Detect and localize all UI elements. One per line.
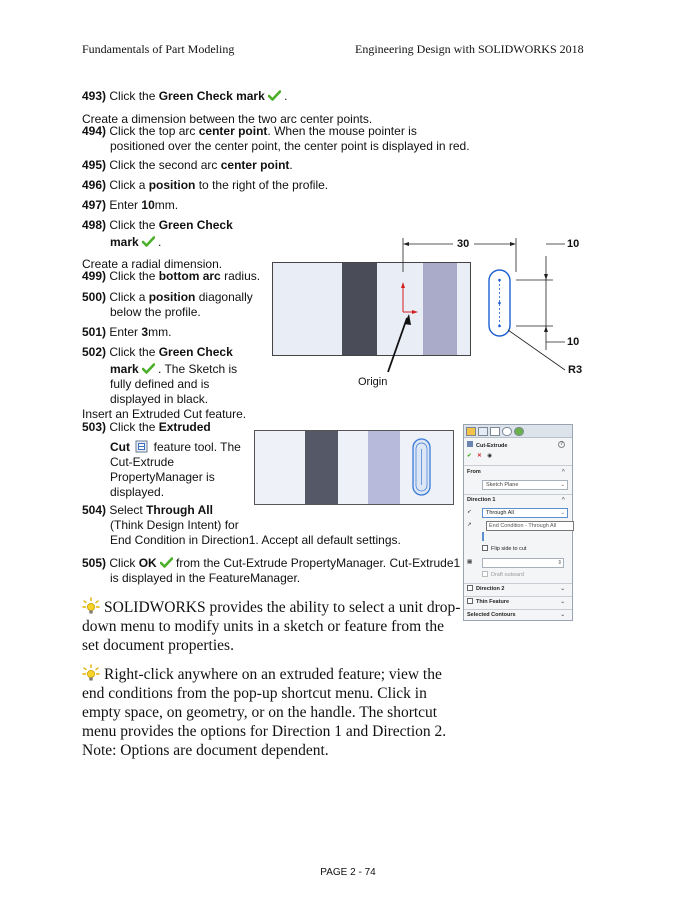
lightbulb-icon (82, 597, 100, 615)
running-header-right: Engineering Design with SOLIDWORKS 2018 (355, 42, 584, 56)
step-498: 498) Click the Green Check mark . (82, 218, 233, 249)
extruded-cut-icon (135, 440, 148, 453)
step-496: 496) Click a position to the right of the profile. (82, 178, 329, 192)
display-manager-tab[interactable] (514, 427, 524, 436)
property-manager-tab[interactable] (478, 427, 488, 436)
end-condition-tooltip: End Condition - Through All (486, 521, 574, 531)
dimension-10-bottom: 10 (567, 336, 580, 348)
cut-extrude-icon (467, 441, 473, 447)
note-radial: Create a radial dimension. (82, 257, 223, 271)
slot-preview (410, 437, 434, 499)
dimxpert-manager-tab[interactable] (502, 427, 512, 436)
note-cut: Insert an Extruded Cut feature. (82, 407, 247, 421)
page-number: PAGE 2 - 74 (320, 867, 376, 878)
step-504: 504) Select Through All (Think Design Intent) for End Condition in Direction1. Accept all default settings. (82, 503, 401, 547)
step-497: 497) Enter 10mm. (82, 198, 179, 212)
green-check-icon (142, 236, 155, 247)
reverse-direction-icon[interactable]: ➶ (467, 509, 472, 515)
pm-title-row: Cut-Extrude ? (467, 441, 569, 450)
chevron-up-icon: ^ (561, 497, 565, 503)
step-502: 502) Click the Green Check mark . The Sketch is fully defined and is displayed in black. (82, 345, 238, 406)
tip-end-conditions: Right-click anywhere on an extruded feature; view the end conditions from the pop-up shortcut menu. Click in empty space, on geometry, or on the handle. The shortcut menu provides the options for Direction 1 and Direction 2. Note: Options are document dependent. (82, 666, 447, 759)
draft-angle-input[interactable]: ⇕ (482, 558, 564, 568)
light-band (368, 431, 400, 504)
configuration-manager-tab[interactable] (490, 427, 500, 436)
origin-label: Origin (358, 376, 388, 388)
cut-preview-drawing (254, 430, 454, 505)
preview-eye-icon[interactable]: ◉ (487, 453, 493, 459)
direction2-section[interactable]: Direction 2 ⌄ (467, 585, 569, 594)
thin-feature-section[interactable]: Thin Feature ⌄ (467, 598, 569, 607)
from-select[interactable]: Sketch Plane ⌄ (482, 480, 568, 490)
dimension-overlay (270, 232, 600, 392)
draft-outward-checkbox[interactable]: Draft outward (482, 571, 569, 580)
dimension-30: 30 (457, 238, 470, 250)
note-dimension: Create a dimension between the two arc center points. (82, 112, 373, 126)
running-header-left: Fundamentals of Part Modeling (82, 42, 235, 56)
flip-side-checkbox[interactable]: Flip side to cut (482, 545, 569, 554)
chevron-down-icon: ⌄ (560, 586, 565, 592)
chevron-down-icon: ⌄ (560, 599, 565, 605)
dark-band (305, 431, 338, 504)
ok-check-icon[interactable]: ✔ (467, 453, 472, 459)
draft-icon: ▦ (467, 559, 473, 565)
end-condition-select[interactable]: Through All ⌄ (482, 508, 568, 518)
selected-contours-section[interactable]: Selected Contours ⌄ (467, 612, 565, 618)
help-icon[interactable]: ? (559, 441, 564, 447)
dimension-r3: R3 (568, 364, 583, 376)
chevron-down-icon: ⌄ (560, 612, 565, 618)
depth-field-marker[interactable] (482, 532, 569, 541)
cancel-x-icon[interactable]: ✕ (477, 453, 482, 459)
step-505: 505) Click OK from the Cut-Extrude PropertyManager. Cut-Extrude1 is displayed in the FeatureManager. (82, 556, 461, 585)
green-check-icon (268, 90, 281, 101)
direction1-section-header[interactable]: Direction 1 ^ (467, 497, 565, 503)
chevron-up-icon: ^ (561, 469, 565, 475)
dimension-10-top: 10 (567, 238, 580, 250)
feature-manager-tab[interactable] (466, 427, 476, 436)
step-493: 493) Click the Green Check mark . (82, 89, 288, 103)
manager-tabs (464, 425, 572, 438)
green-check-icon (160, 557, 173, 568)
chevron-down-icon: ⌄ (560, 482, 565, 488)
tip-units: SOLIDWORKS provides the ability to select a unit drop-down menu to modify units in a sketch or feature from the set document properties. (82, 599, 461, 654)
step-501: 501) Enter 3mm. (82, 325, 172, 339)
lightbulb-icon (82, 664, 100, 682)
chevron-down-icon: ⌄ (560, 510, 565, 516)
step-495: 495) Click the second arc center point. (82, 158, 293, 172)
step-494: 494) Click the top arc center point. When the mouse pointer is positioned over the center point, the center point is displayed in red. (82, 124, 470, 153)
step-503: 503) Click the Extruded Cut feature tool. The Cut-Extrude PropertyManager is displayed. (82, 420, 241, 499)
cut-extrude-property-manager (463, 424, 573, 621)
pm-action-row (467, 452, 569, 461)
step-499: 499) Click the bottom arc radius. (82, 269, 261, 283)
direction-arrow-icon[interactable]: ↗ (467, 522, 472, 528)
from-section-header[interactable]: From ^ (467, 469, 565, 475)
step-500: 500) Click a position diagonally below the profile. (82, 290, 253, 319)
green-check-icon (142, 363, 155, 374)
